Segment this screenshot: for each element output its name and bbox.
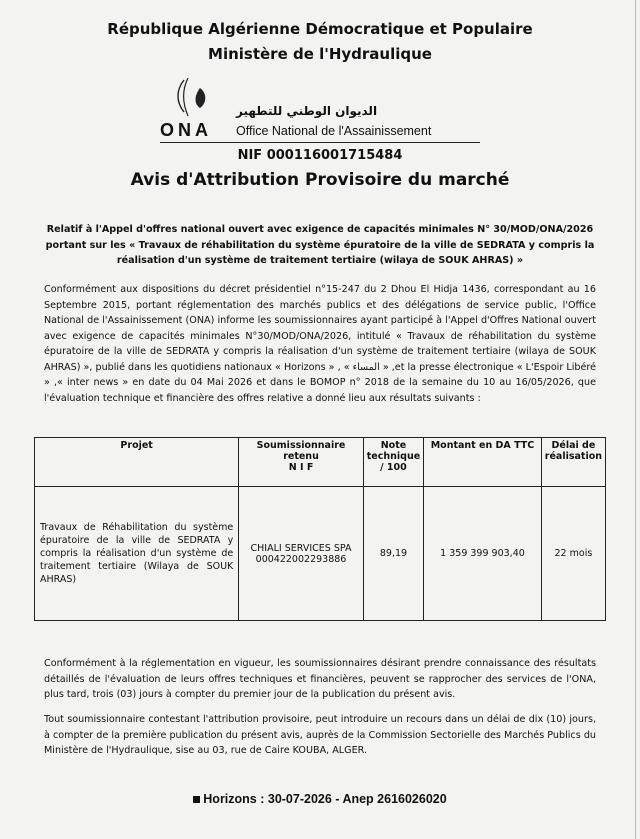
logo-divider	[160, 142, 480, 143]
col-soumissionnaire	[239, 438, 364, 487]
intro-paragraph: Relatif à l'Appel d'offres national ouvert avec exigence de capacités minimales N° 30/MOD/ONA/2026 portant sur les « Travaux de réhabilitation du système épuratoire de la ville de SEDRATA y compris la réalisation d'un système de traitement tertiaire (wilaya de SOUK AHRAS) »	[45, 224, 595, 266]
nif-number: NIF 000116001715484	[237, 148, 403, 163]
logo-abbreviation: ONA	[160, 120, 212, 140]
cell-soumissionnaire	[239, 487, 364, 621]
body-paragraph-2: Conformément à la réglementation en vigueur, les soumissionnaires désirant prendre connaissance des résultats détaillés de l'évaluation de leurs offres techniques et financières, peuvent se rapprocher des services de l'ONA, plus tard, trois (03) jours à compter du premier jour de la publication du présent avis.	[44, 658, 596, 700]
scan-edge	[635, 0, 636, 839]
notice-title: Avis d'Attribution Provisoire du marché	[130, 170, 510, 190]
logo-arabic-name: الديوان الوطني للتطهير	[236, 104, 378, 118]
cell-montant: 1 359 399 903,40	[424, 487, 542, 621]
logo-office-name: Office National de l'Assainissement	[236, 124, 432, 138]
table-header-row	[35, 438, 606, 487]
col-note: Note technique / 100	[363, 438, 423, 487]
footer-text: Horizons : 30-07-2026 - Anep 2616026020	[203, 792, 447, 806]
body-paragraph-1: Conformément aux dispositions du décret présidentiel n°15-247 du 2 Dhou El Hidja 1436, correspondant au 16 Septembre 2015, portant réglementation des marchés publics et des délégations de service public, l'Office National de l'Assainissement (ONA) informe les soumissionnaires ayant participé à l'Appel d'Offres National ouvert avec exigence de capacités minimales N°30/MOD/ONA/2026, intitulé « Travaux de réhabilitation du système épuratoire de la ville de SEDRATA y compris la réalisation d'un système de traitement tertiaire (wilaya de SOUK AHRAS) », publié dans les quotidiens nationaux « Horizons » , « المساء » ,et la presse électronique « L'Espoir Libéré » ,« inter news » en date du 04 Mai 2026 et dans le BOMOP n° 2018 de la semaine du 10 au 16/05/2026, que l'évaluation technique et financière des offres relative a donné lieu aux résultats suivants :	[44, 284, 596, 404]
col-soumissionnaire-label: Soumissionnaire retenu	[256, 440, 346, 462]
cell-soumissionnaire-nif: 000422002293886	[255, 553, 347, 565]
body-paragraph-3: Tout soumissionnaire contestant l'attribution provisoire, peut introduire un recours dans un délai de dix (10) jours, à compter de la première publication du présent avis, auprès de la Commission Sectorielle des Marchés Publics du Ministère de l'Hydraulique, sise au 03, rue de Caire KOUBA, ALGER.	[44, 714, 596, 756]
ona-drop-icon	[170, 76, 214, 120]
publication-footer	[0, 792, 640, 806]
col-montant: Montant en DA TTC	[424, 438, 542, 487]
results-table	[34, 437, 606, 621]
cell-projet: Travaux de Réhabilitation du système épuratoire de la ville de SEDRATA y compris la réalisation d'un système de traitement tertiaire (Wilaya de SOUK AHRAS)	[35, 487, 239, 621]
cell-delai: 22 mois	[541, 487, 605, 621]
table-row	[35, 487, 606, 621]
header-republic: République Algérienne Démocratique et Populaire	[107, 20, 533, 38]
cell-soumissionnaire-name: CHIALI SERVICES SPA	[250, 542, 352, 554]
footer-bullet-icon	[193, 796, 200, 803]
col-delai: Délai de réalisation	[541, 438, 605, 487]
header-ministry: Ministère de l'Hydraulique	[208, 45, 432, 63]
cell-note: 89,19	[363, 487, 423, 621]
col-projet: Projet	[35, 438, 239, 487]
col-nif-label: N I F	[288, 462, 314, 473]
